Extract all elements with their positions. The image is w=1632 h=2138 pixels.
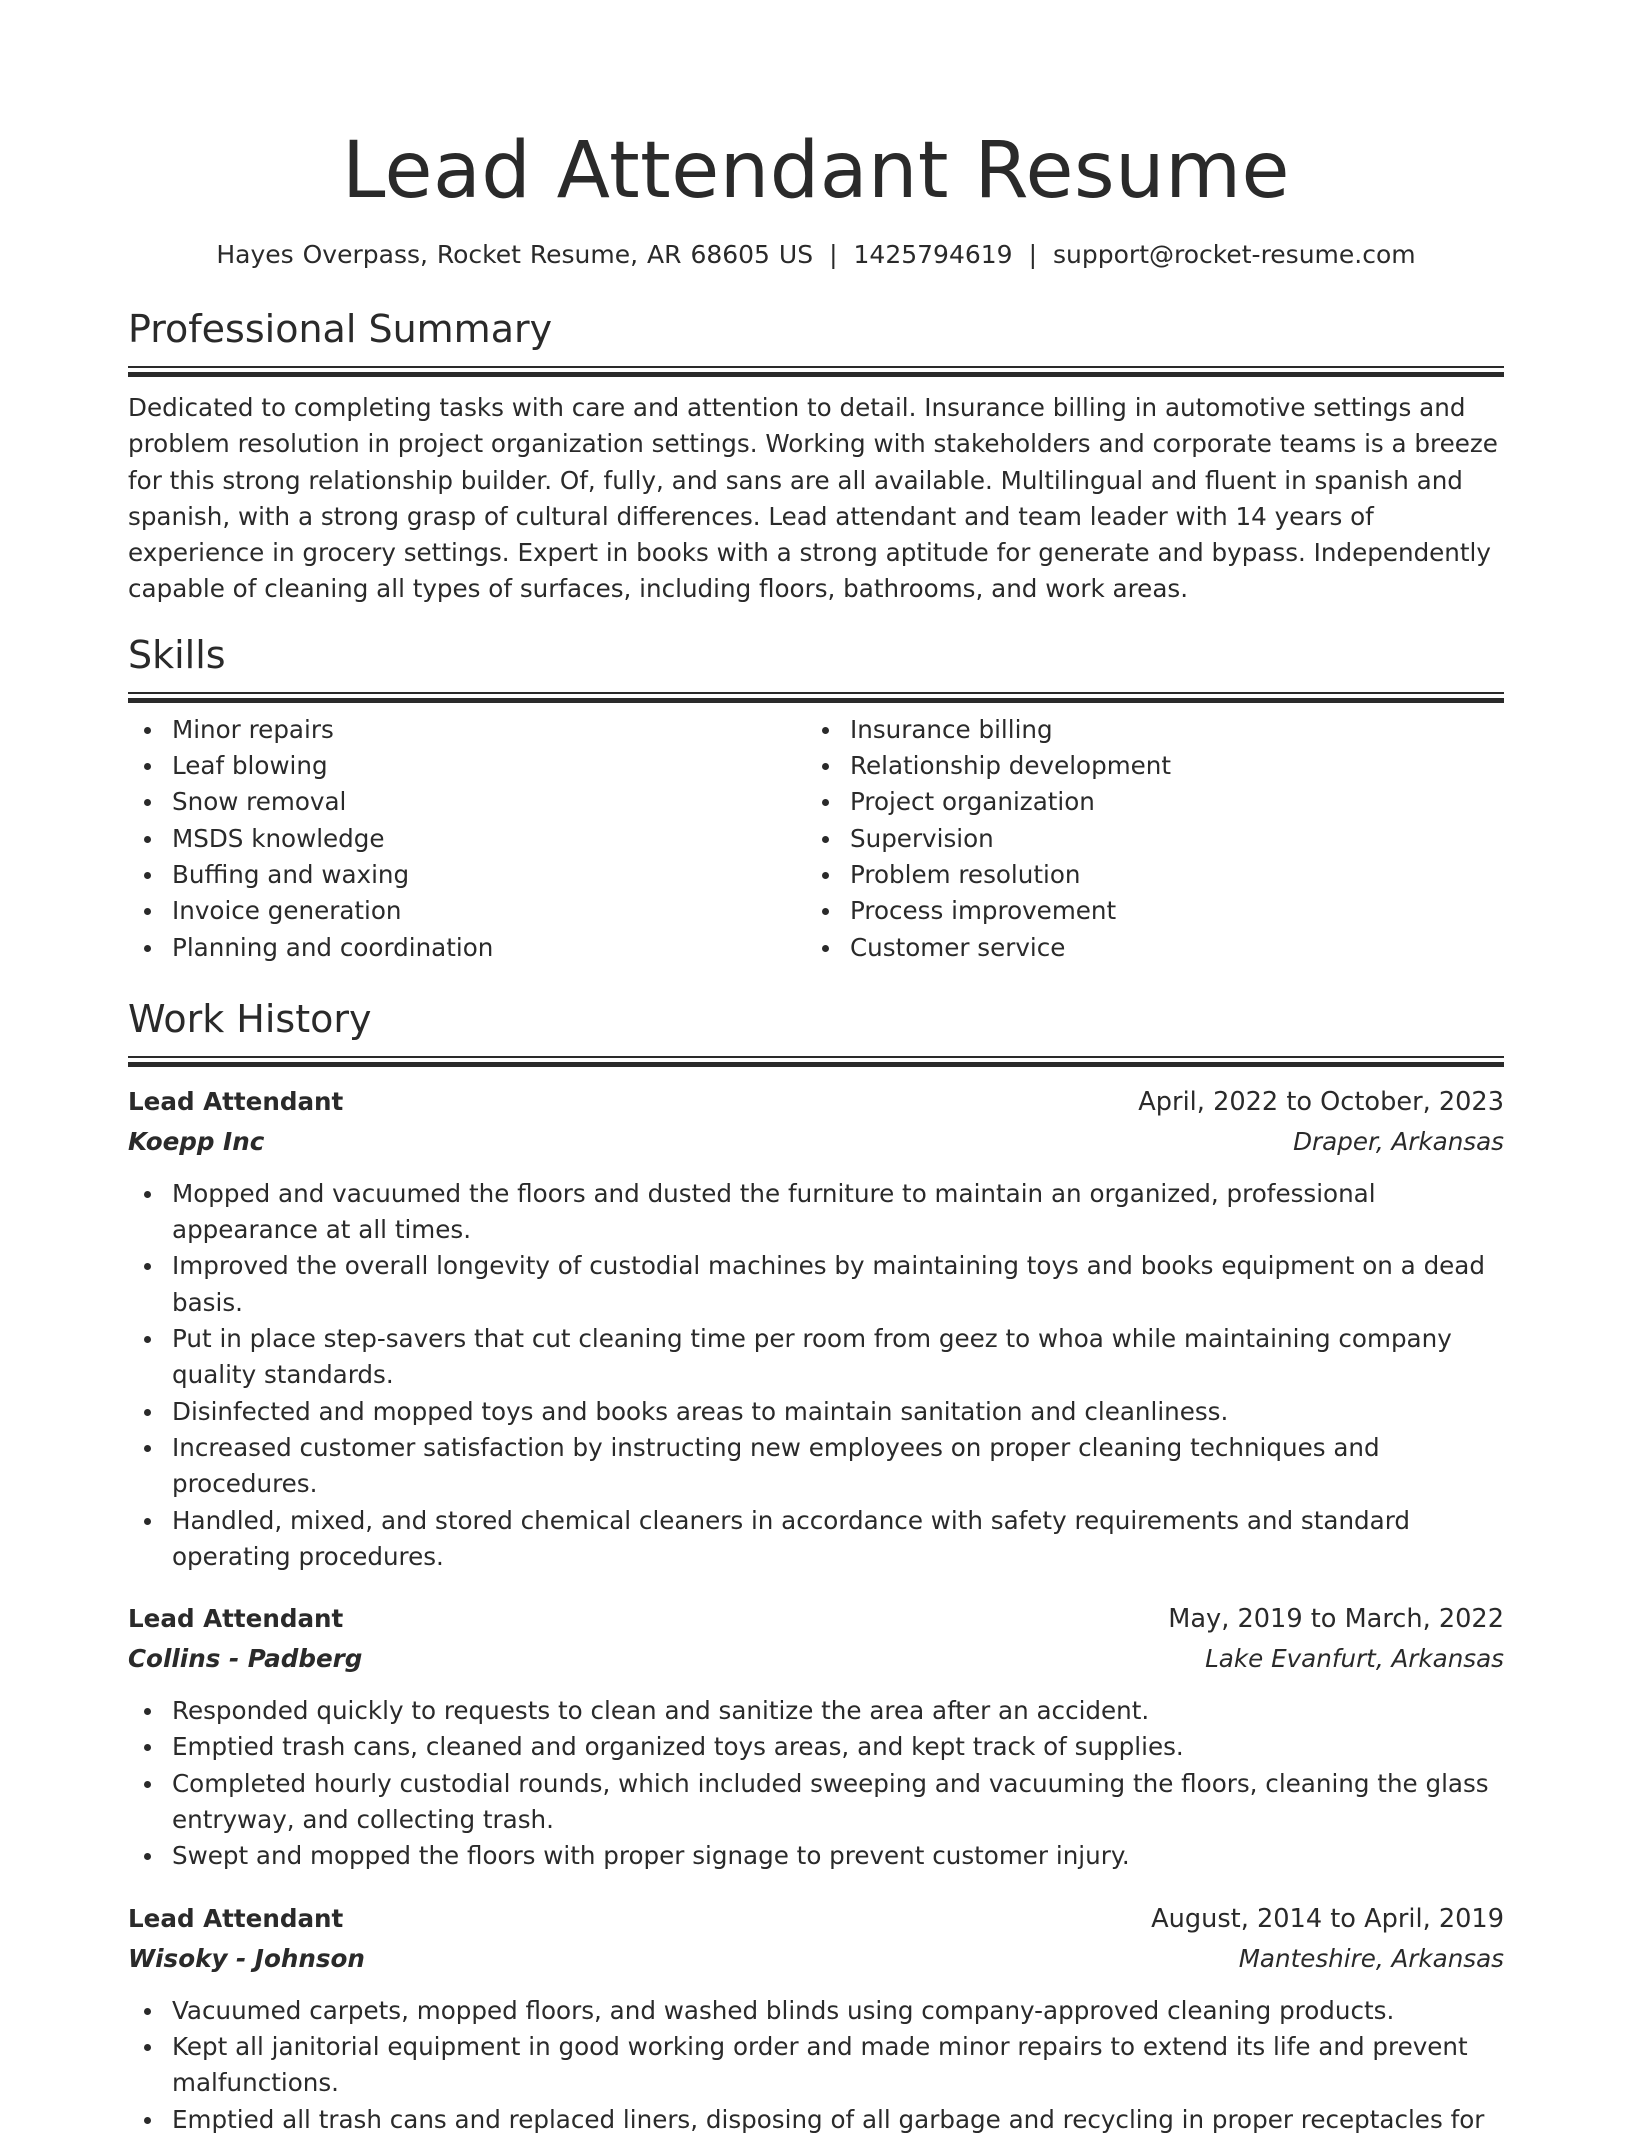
skill-item: MSDS knowledge [128,821,806,857]
section-divider [128,366,1504,376]
job-bullet: Handled, mixed, and stored chemical cleaners in accordance with safety requirements and standard operating procedures. [128,1503,1504,1576]
job-bullet: Disinfected and mopped toys and books areas to maintain sanitation and cleanliness. [128,1394,1504,1430]
job-title: Lead Attendant [128,1086,344,1116]
contact-phone: 1425794619 [853,240,1013,269]
skill-item: Insurance billing [806,712,1484,748]
work-history-section [128,996,1504,2138]
job-company-row [128,1639,1504,1679]
summary-text: Dedicated to completing tasks with care and attention to detail. Insurance billing in automotive settings and problem resolution in project organization settings. Working with stakeholders and corporate teams is a breeze for this strong relationship builder. Of, fully, and sans are all available. Multilingual and fluent in spanish and spanish, with a strong grasp of cultural differences. Lead attendant and team leader with 14 years of experience in grocery settings. Expert in books with a strong aptitude for generate and bypass. Independently capable of cleaning all types of surfaces, including floors, bathrooms, and work areas. [128,393,1498,604]
job-bullet: Swept and mopped the floors with proper signage to prevent customer injury. [128,1838,1504,1874]
job-company: Wisoky - Johnson [128,1943,365,1973]
skills-list-left [128,712,806,966]
skills-grid [128,712,1504,966]
summary-section [128,306,1504,608]
skill-item: Relationship development [806,748,1484,784]
job-header-row [128,1899,1504,1939]
job-bullets [128,1993,1504,2138]
job-header-row [128,1082,1504,1122]
job-bullet: Mopped and vacuumed the floors and dusted the furniture to maintain an organized, professional appearance at all times. [128,1176,1504,1249]
contact-email: support@rocket-resume.com [1053,240,1416,269]
job-company-row [128,1939,1504,1979]
job-bullets [128,1693,1504,1874]
skill-item: Snow removal [128,784,806,820]
skill-item: Project organization [806,784,1484,820]
job-header-row [128,1599,1504,1639]
skill-item: Leaf blowing [128,748,806,784]
job-company-row [128,1122,1504,1162]
contact-address: Hayes Overpass, Rocket Resume, AR 68605 US [216,240,814,269]
job-bullet: Improved the overall longevity of custodial machines by maintaining toys and books equipment on a dead basis. [128,1248,1504,1321]
job-title: Lead Attendant [128,1903,344,1933]
job-company: Collins - Padberg [128,1644,363,1674]
skill-item: Supervision [806,821,1484,857]
work-history-heading: Work History [128,996,372,1041]
skill-item: Invoice generation [128,893,806,929]
section-divider [128,692,1504,702]
job-company: Koepp Inc [128,1126,265,1156]
job-title: Lead Attendant [128,1604,344,1634]
job-bullet: Kept all janitorial equipment in good working order and made minor repairs to extend its life and prevent malfunctions. [128,2029,1504,2102]
skill-item: Buffing and waxing [128,857,806,893]
page-title: Lead Attendant Resume [341,126,1291,216]
skills-heading: Skills [128,632,226,677]
skill-item: Planning and coordination [128,930,806,966]
skill-item: Process improvement [806,893,1484,929]
job-bullet: Put in place step-savers that cut cleaning time per room from geez to whoa while maintaining company quality standards. [128,1321,1504,1394]
job-entry [128,1599,1504,1874]
section-divider [128,1056,1504,1066]
job-bullets [128,1176,1504,1575]
skills-list-right [806,712,1484,966]
contact-separator: | [1028,240,1038,269]
resume-page [128,0,1504,2138]
job-location: Manteshire, Arkansas [1238,1943,1504,1973]
job-entry [128,1082,1504,1575]
job-bullet: Emptied all trash cans and replaced liners, disposing of all garbage and recycling in proper receptacles for [128,2102,1504,2138]
skill-item: Problem resolution [806,857,1484,893]
job-bullet: Emptied trash cans, cleaned and organized toys areas, and kept track of supplies. [128,1729,1504,1765]
contact-line [128,238,1504,272]
job-bullet: Responded quickly to requests to clean and sanitize the area after an accident. [128,1693,1504,1729]
skill-item: Customer service [806,930,1484,966]
job-dates: April, 2022 to October, 2023 [1138,1086,1504,1117]
skills-section [128,632,1504,966]
job-bullet: Vacuumed carpets, mopped floors, and washed blinds using company-approved cleaning products. [128,1993,1504,2029]
job-location: Lake Evanfurt, Arkansas [1205,1644,1504,1674]
job-dates: August, 2014 to April, 2019 [1151,1903,1504,1934]
job-location: Draper, Arkansas [1293,1126,1504,1156]
job-bullet: Completed hourly custodial rounds, which included sweeping and vacuuming the floors, cleaning the glass entryway, and collecting trash. [128,1766,1504,1839]
skill-item: Minor repairs [128,712,806,748]
job-dates: May, 2019 to March, 2022 [1168,1604,1504,1635]
job-bullet: Increased customer satisfaction by instructing new employees on proper cleaning techniques and procedures. [128,1430,1504,1503]
summary-heading: Professional Summary [128,307,553,351]
contact-separator: | [829,240,838,269]
job-entry [128,1899,1504,2138]
